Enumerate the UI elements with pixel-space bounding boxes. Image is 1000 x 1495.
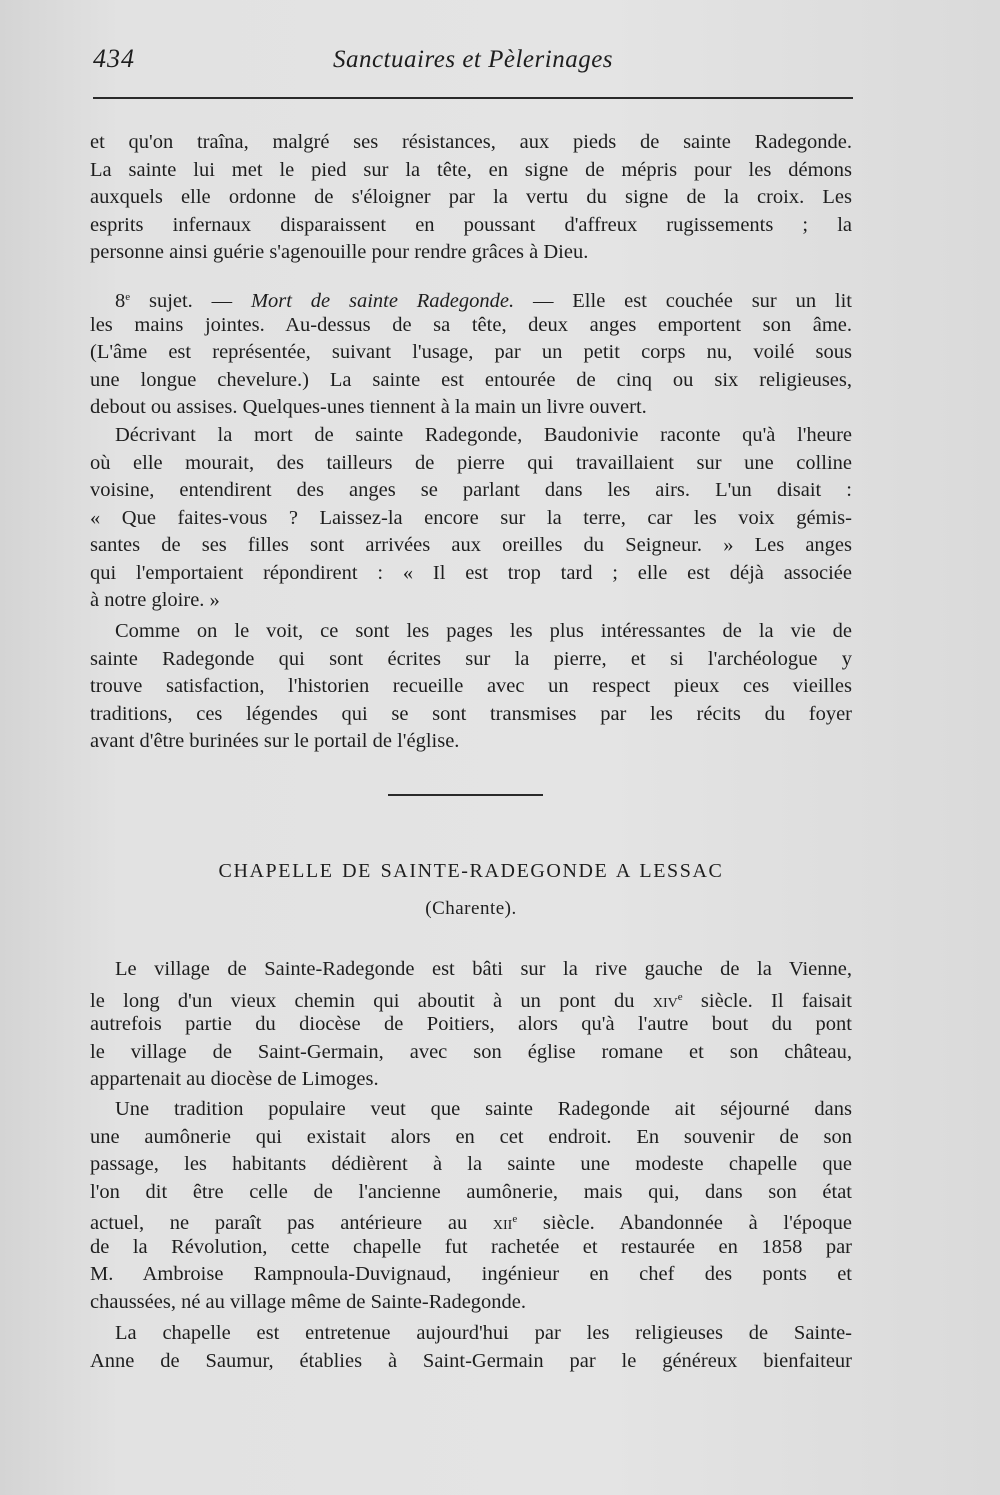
running-head bbox=[93, 44, 853, 84]
text-segment: le long d'un vieux chemin qui aboutit à un pont du bbox=[90, 989, 653, 1012]
text-line: chaussées, né au village même de Sainte-Radegonde. bbox=[90, 1290, 527, 1313]
text-line: santes de ses filles sont arrivées aux oreilles du Seigneur. » Les anges bbox=[90, 534, 852, 556]
subject-first-line-rest: — Elle est couchée sur un lit bbox=[514, 290, 852, 312]
text-line: esprits infernaux disparaissent en poussant d'affreux rugissements ; la bbox=[90, 213, 852, 236]
text-line: appartenait au diocèse de Limoges. bbox=[90, 1068, 379, 1090]
text-line: qui l'emportaient répondirent : « Il est trop tard ; elle est déjà associée bbox=[90, 561, 852, 584]
paragraph-tradition bbox=[90, 1096, 852, 1316]
text-line: une longue chevelure.) La sainte est entourée de cinq ou six religieuses, bbox=[90, 368, 852, 391]
running-title: Sanctuaires et Pèlerinages bbox=[332, 46, 614, 73]
text-line: debout ou assises. Quelques-unes tiennent à la main un livre ouvert. bbox=[90, 396, 647, 418]
text-line: le village de Saint-Germain, avec son église romane et son château, bbox=[90, 1040, 852, 1063]
text-line: (L'âme est représentée, suivant l'usage, par un petit corps nu, voilé sous bbox=[90, 341, 852, 363]
subject-number-suffix: e bbox=[125, 291, 131, 303]
text-line: les mains jointes. Au-dessus de sa tête, deux anges emportent son âme. bbox=[90, 313, 852, 336]
text-line: M. Ambroise Rampnoula-Duvignaud, ingénieur en chef des ponts et bbox=[90, 1263, 852, 1285]
text-line: « Que faites-vous ? Laissez-la encore sur la terre, car les voix gémis- bbox=[90, 506, 852, 529]
text-line: de la Révolution, cette chapelle fut rachetée et restaurée en 1858 par bbox=[90, 1235, 852, 1258]
text-line: voisine, entendirent des anges se parlant dans les airs. L'un disait : bbox=[90, 479, 852, 501]
text-line: passage, les habitants dédièrent à la sainte une modeste chapelle que bbox=[90, 1153, 852, 1175]
text-line: à notre gloire. » bbox=[90, 589, 220, 611]
text-line: Une tradition populaire veut que sainte Radegonde ait séjourné dans bbox=[115, 1098, 852, 1120]
subject-first-line bbox=[90, 284, 852, 312]
subject-label: sujet. — bbox=[130, 290, 251, 312]
text-line: une aumônerie qui existait alors en cet endroit. En souvenir de son bbox=[90, 1125, 852, 1148]
text-line: La chapelle est entretenue aujourd'hui par les religieuses de Sainte- bbox=[115, 1322, 852, 1344]
text-line: trouve satisfaction, l'historien recueille avec un respect pieux ces vieilles bbox=[90, 675, 852, 697]
subject-title: Mort de sainte Radegonde. bbox=[250, 290, 515, 312]
paragraph-eighth-subject bbox=[90, 284, 852, 422]
text-line: où elle mourait, des tailleurs de pierre qui travaillaient sur une colline bbox=[90, 451, 852, 474]
page-number: 434 bbox=[93, 44, 135, 73]
text-line: Le village de Sainte-Radegonde est bâti sur la rive gauche de la Vienne, bbox=[115, 958, 852, 980]
text-line: sainte Radegonde qui sont écrites sur la pierre, et si l'archéologue y bbox=[90, 647, 852, 670]
century-numeral: xiv bbox=[652, 989, 678, 1012]
text-line: autrefois partie du diocèse de Poitiers, alors qu'à l'autre bout du pont bbox=[90, 1013, 852, 1035]
paragraph-closing bbox=[90, 618, 852, 756]
text-line: auxquels elle ordonne de s'éloigner par la vertu du signe de la croix. Les bbox=[90, 186, 852, 208]
text-line: personne ainsi guérie s'agenouille pour rendre grâces à Dieu. bbox=[90, 241, 589, 263]
section-subheading: (Charente). bbox=[425, 898, 517, 919]
text-line: Comme on le voit, ce sont les pages les plus intéressantes de la vie de bbox=[115, 620, 852, 642]
text-line: Décrivant la mort de sainte Radegonde, Baudonivie raconte qu'à l'heure bbox=[115, 424, 852, 446]
text-line: traditions, ces légendes qui se sont transmises par les récits du foyer bbox=[90, 702, 852, 725]
century-numeral: xii bbox=[492, 1212, 513, 1234]
section-separator bbox=[388, 794, 543, 796]
text-segment: actuel, ne paraît pas antérieure au bbox=[90, 1212, 493, 1234]
text-segment: siècle. Il faisait bbox=[682, 989, 852, 1012]
text-line-century bbox=[90, 1206, 852, 1234]
paragraph-baudonivie bbox=[90, 422, 852, 615]
text-segment: siècle. Abandonnée à l'époque bbox=[517, 1212, 852, 1234]
text-line: avant d'être burinées sur le portail de l'église. bbox=[90, 730, 460, 752]
century-suffix: e bbox=[677, 990, 683, 1003]
paragraph-final bbox=[90, 1320, 852, 1375]
subject-number: 8 bbox=[115, 290, 126, 312]
text-line: La sainte lui met le pied sur la tête, en signe de mépris pour les démons bbox=[90, 158, 852, 181]
century-suffix: e bbox=[512, 1213, 518, 1225]
text-line: Anne de Saumur, établies à Saint-Germain par le généreux bienfaiteur bbox=[90, 1349, 852, 1372]
text-line: et qu'on traîna, malgré ses résistances, aux pieds de sainte Radegonde. bbox=[90, 131, 852, 153]
paragraph-continuation bbox=[90, 129, 852, 267]
section-heading: CHAPELLE DE SAINTE-RADEGONDE A LESSAC bbox=[218, 860, 724, 882]
text-line: l'on dit être celle de l'ancienne aumônerie, mais qui, dans son état bbox=[90, 1180, 852, 1203]
text-line-century bbox=[90, 984, 852, 1012]
paragraph-village bbox=[90, 956, 852, 1094]
header-rule bbox=[93, 97, 853, 99]
